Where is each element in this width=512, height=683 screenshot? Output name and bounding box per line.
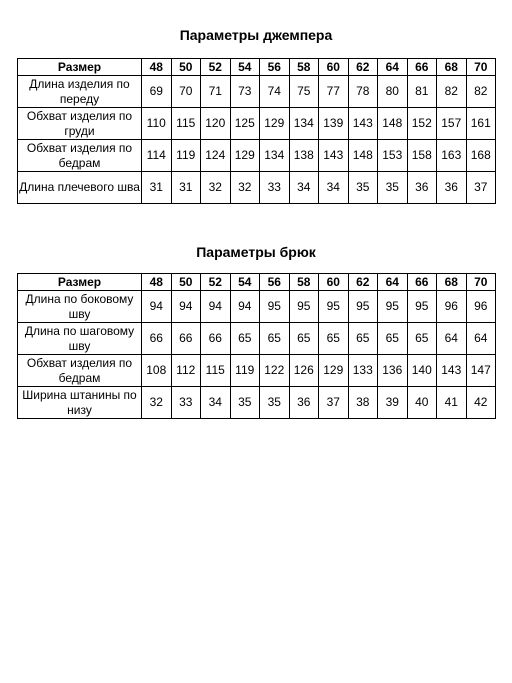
table-cell: 77: [319, 76, 349, 108]
jumper-size-table: [17, 58, 496, 204]
header-cell: 50: [171, 59, 201, 76]
header-cell: 58: [289, 274, 319, 291]
table-cell: 158: [407, 140, 437, 172]
header-cell: 50: [171, 274, 201, 291]
table-cell: 36: [289, 387, 319, 419]
table-row: [18, 108, 496, 140]
table-cell: 108: [142, 355, 172, 387]
table-cell: 112: [171, 355, 201, 387]
table-cell: 36: [407, 172, 437, 204]
table-cell: 95: [407, 291, 437, 323]
table-header-row: [18, 274, 496, 291]
table-cell: 139: [319, 108, 349, 140]
table-cell: 66: [171, 323, 201, 355]
table-cell: 35: [260, 387, 290, 419]
header-cell: Размер: [18, 274, 142, 291]
table-cell: 65: [319, 323, 349, 355]
header-cell: 48: [142, 274, 172, 291]
table-cell: 157: [437, 108, 467, 140]
trousers-size-table: [17, 273, 496, 419]
header-cell: 62: [348, 274, 378, 291]
table-cell: 66: [142, 323, 172, 355]
table-cell: 95: [319, 291, 349, 323]
table-cell: 134: [260, 140, 290, 172]
header-cell: 66: [407, 274, 437, 291]
table-cell: 38: [348, 387, 378, 419]
row-label: Длина изделия по переду: [18, 76, 142, 108]
table-cell: 40: [407, 387, 437, 419]
row-label: Обхват изделия по бедрам: [18, 140, 142, 172]
table-cell: 33: [171, 387, 201, 419]
table-cell: 32: [201, 172, 231, 204]
table-cell: 129: [230, 140, 260, 172]
table-cell: 120: [201, 108, 231, 140]
table-cell: 31: [142, 172, 172, 204]
header-cell: 70: [466, 274, 496, 291]
table-cell: 147: [466, 355, 496, 387]
table-cell: 129: [260, 108, 290, 140]
table-cell: 134: [289, 108, 319, 140]
table-cell: 95: [348, 291, 378, 323]
table-cell: 34: [319, 172, 349, 204]
jumper-table-title: Параметры джемпера: [179, 27, 333, 43]
table-cell: 140: [407, 355, 437, 387]
table-cell: 148: [348, 140, 378, 172]
table-cell: 163: [437, 140, 467, 172]
table-cell: 39: [378, 387, 408, 419]
table-cell: 153: [378, 140, 408, 172]
table-cell: 168: [466, 140, 496, 172]
table-cell: 122: [260, 355, 290, 387]
header-cell: 64: [378, 274, 408, 291]
table-cell: 33: [260, 172, 290, 204]
table-row: [18, 76, 496, 108]
table-cell: 65: [348, 323, 378, 355]
table-cell: 35: [230, 387, 260, 419]
table-cell: 133: [348, 355, 378, 387]
table-cell: 82: [437, 76, 467, 108]
table-cell: 37: [319, 387, 349, 419]
row-label: Длина плечевого шва: [18, 172, 142, 204]
table-cell: 78: [348, 76, 378, 108]
trousers-table-title: Параметры брюк: [196, 244, 316, 260]
table-cell: 115: [171, 108, 201, 140]
row-label: Обхват изделия по бедрам: [18, 355, 142, 387]
row-label: Длина по боковому шву: [18, 291, 142, 323]
table-cell: 115: [201, 355, 231, 387]
header-cell: 70: [466, 59, 496, 76]
table-cell: 74: [260, 76, 290, 108]
table-cell: 143: [319, 140, 349, 172]
table-cell: 125: [230, 108, 260, 140]
table-cell: 94: [201, 291, 231, 323]
table-cell: 41: [437, 387, 467, 419]
table-cell: 95: [289, 291, 319, 323]
table-cell: 36: [437, 172, 467, 204]
header-cell: 58: [289, 59, 319, 76]
table-cell: 148: [378, 108, 408, 140]
header-cell: 54: [230, 274, 260, 291]
table-cell: 75: [289, 76, 319, 108]
table-cell: 136: [378, 355, 408, 387]
header-cell: 68: [437, 59, 467, 76]
header-cell: 48: [142, 59, 172, 76]
table-cell: 82: [466, 76, 496, 108]
table-cell: 119: [171, 140, 201, 172]
table-cell: 152: [407, 108, 437, 140]
table-cell: 96: [437, 291, 467, 323]
table-cell: 138: [289, 140, 319, 172]
table-cell: 95: [260, 291, 290, 323]
table-cell: 65: [289, 323, 319, 355]
header-cell: 68: [437, 274, 467, 291]
table-cell: 35: [348, 172, 378, 204]
table-cell: 42: [466, 387, 496, 419]
table-cell: 65: [407, 323, 437, 355]
header-cell: 60: [319, 59, 349, 76]
table-row: [18, 172, 496, 204]
table-row: [18, 355, 496, 387]
table-cell: 94: [171, 291, 201, 323]
table-cell: 95: [378, 291, 408, 323]
table-cell: 35: [378, 172, 408, 204]
table-cell: 31: [171, 172, 201, 204]
table-cell: 71: [201, 76, 231, 108]
table-cell: 94: [230, 291, 260, 323]
header-cell: 62: [348, 59, 378, 76]
table-cell: 94: [142, 291, 172, 323]
table-cell: 64: [437, 323, 467, 355]
table-cell: 143: [437, 355, 467, 387]
row-label: Ширина штанины по низу: [18, 387, 142, 419]
header-cell: 54: [230, 59, 260, 76]
table-cell: 65: [260, 323, 290, 355]
table-cell: 110: [142, 108, 172, 140]
table-cell: 70: [171, 76, 201, 108]
table-cell: 96: [466, 291, 496, 323]
table-row: [18, 140, 496, 172]
header-cell: 64: [378, 59, 408, 76]
table-row: [18, 387, 496, 419]
table-cell: 65: [230, 323, 260, 355]
table-cell: 34: [201, 387, 231, 419]
table-cell: 66: [201, 323, 231, 355]
table-header-row: [18, 59, 496, 76]
table-cell: 80: [378, 76, 408, 108]
table-cell: 114: [142, 140, 172, 172]
row-label: Обхват изделия по груди: [18, 108, 142, 140]
table-cell: 143: [348, 108, 378, 140]
table-cell: 32: [230, 172, 260, 204]
table-cell: 119: [230, 355, 260, 387]
table-cell: 37: [466, 172, 496, 204]
table-cell: 124: [201, 140, 231, 172]
header-cell: 60: [319, 274, 349, 291]
header-cell: 56: [260, 59, 290, 76]
table-cell: 129: [319, 355, 349, 387]
header-cell: 52: [201, 59, 231, 76]
table-cell: 73: [230, 76, 260, 108]
table-cell: 64: [466, 323, 496, 355]
table-cell: 161: [466, 108, 496, 140]
header-cell: Размер: [18, 59, 142, 76]
table-cell: 34: [289, 172, 319, 204]
table-cell: 69: [142, 76, 172, 108]
table-row: [18, 323, 496, 355]
header-cell: 56: [260, 274, 290, 291]
table-cell: 32: [142, 387, 172, 419]
table-cell: 81: [407, 76, 437, 108]
table-cell: 126: [289, 355, 319, 387]
table-row: [18, 291, 496, 323]
table-cell: 65: [378, 323, 408, 355]
header-cell: 66: [407, 59, 437, 76]
row-label: Длина по шаговому шву: [18, 323, 142, 355]
header-cell: 52: [201, 274, 231, 291]
